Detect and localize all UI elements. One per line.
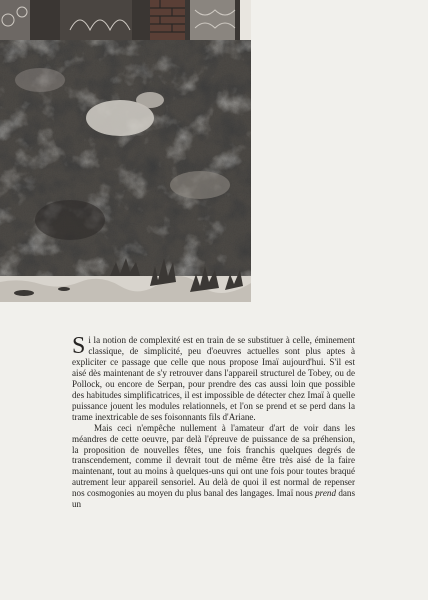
paragraph-2 (72, 423, 355, 511)
paragraph-1-text: i la notion de complexité est en train de se substituer à celle, éminement classique, de simplicité, peu d'oeuvres actuelles sont plus aptes à expliciter ce passage que celle que nous propose Imaï aujourd'hui. S'il est aisé dès maintenant de s'y retrouver dans l'appareil structurel de Tobey, ou de Pollock, ou encore de Serpan, pour prendre des cas aussi loin que possible des habitudes simplificatrices, il est impossible de détecter chez Imaï à quelle puissance jouent les modules relationnels, et l'on se prend et se perd dans la trame inextricable de ses foisonnants fils d'Ariane. (72, 335, 355, 422)
paragraph-2-text-after: dans un (72, 488, 356, 510)
textured-wall-photo-icon (0, 0, 251, 302)
photo-drawing (0, 0, 251, 302)
article-text (72, 335, 355, 510)
paragraph-2-text-before: Mais ceci n'empêche nullement à l'amateur d'art de voir dans les méandres de cette oeuvre, par delà l'épreuve de puissance de sa préhension, la proposition de nouvelles fêtes, une fois franchis quelques degrés de transcendement, comme il devrait tout de même être très aisé de la faire maintenant, tout au moins à quelques-uns qui ont une fois pour toutes braqué autrement leur appareil sensoriel. Au delà de quoi il est normal de repenser nos cosmogonies au moyen du plus banal des langages. Imaï nous (72, 422, 355, 499)
drop-cap: S (72, 333, 86, 359)
paragraph-2-emphasis: prend (315, 488, 336, 499)
paragraph-1 (72, 335, 355, 423)
